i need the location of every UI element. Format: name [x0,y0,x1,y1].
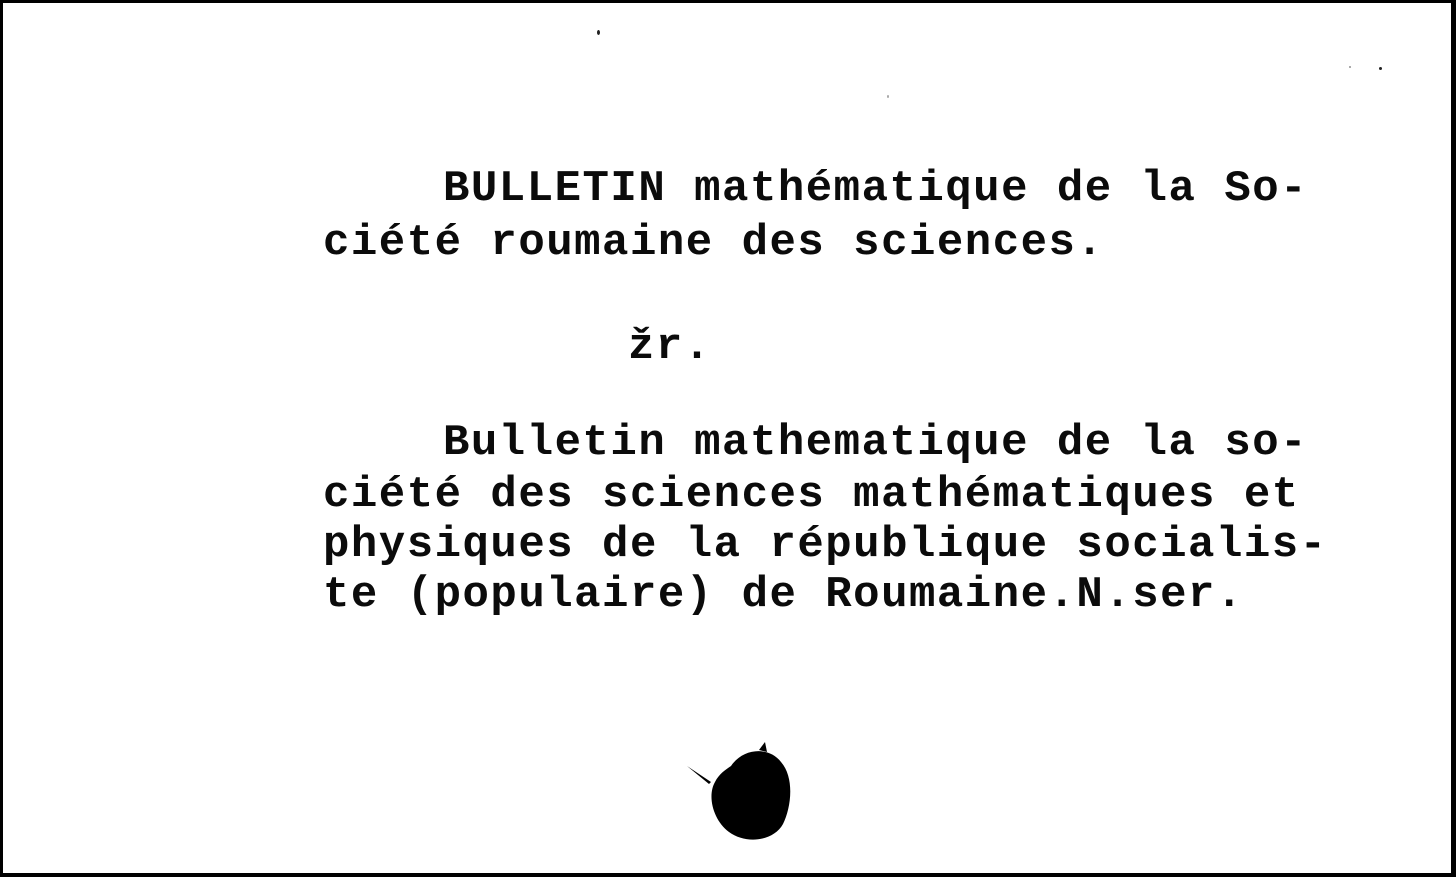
see-entry-line-2: ciété des sciences mathématiques et [323,470,1300,520]
punch-hole-icon [673,738,803,858]
dust-speck [597,30,600,35]
title-entry-line-2: ciété roumaine des sciences. [323,218,1105,268]
dust-speck [1379,67,1382,70]
dust-speck [1349,66,1351,68]
see-entry-line-3: physiques de la république socialis- [323,520,1328,570]
see-entry-line-1: Bulletin mathematique de la so- [443,418,1309,468]
dust-speck [887,95,889,98]
cross-reference: žr. [628,322,712,372]
title-entry-line-1: BULLETIN mathématique de la So- [443,164,1309,214]
see-entry-line-4: te (populaire) de Roumaine.N.ser. [323,570,1244,620]
